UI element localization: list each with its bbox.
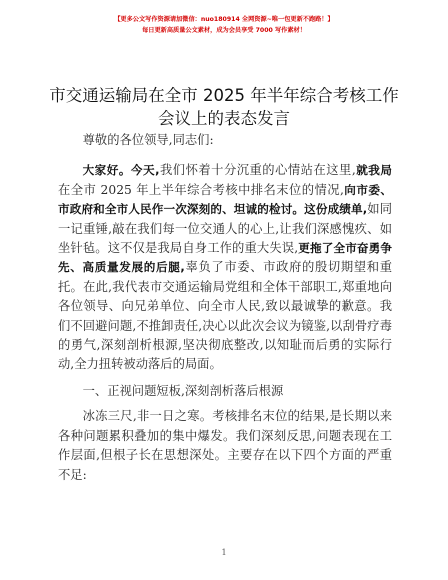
- promo-line-1: 【更多公文写作资源请加微信：nuo180914 全网资源~唯一包更新不跑路！】: [114, 16, 334, 23]
- paragraph-2: 冰冻三尺,非一日之寒。考核排名末位的结果,是长期以来各种问题累积叠加的集中爆发。我们深刻反思,问题表现在工作层面,但根子长在思想深处。主要存在以下四个方面的严重不足:: [58, 409, 392, 482]
- title-line-2: 会议上的表态发言: [158, 109, 290, 128]
- promo-banner: [100, 14, 348, 36]
- page-number: 1: [221, 548, 227, 557]
- para1-text-5: 我代表市交通运输局党组和全体干部职工,郑重地向各位领导、向兄弟单位、向全市人民,致以最诚挚的歉意。我们不回避问题,不推卸责任,决心以此次会议为镜鉴,以刮骨疗毒的勇气,深刻剖析根源,坚决彻底整改,以知耻而后勇的实际行动,全力扭转被动落后的局面。: [58, 279, 392, 372]
- section-heading-1: 一、正视问题短板,深刻剖析落后根源: [82, 383, 284, 398]
- para1-bold-1: 大家好。今天,: [82, 163, 160, 178]
- para1-text-3: 如同一记重锤,敲在我们每一位交通人的心上,让我们深感愧疚、如坐针毡。这不仅是我局自身工作的重大失误,: [58, 202, 392, 256]
- para1-text-2: 在全市 2025 年上半年综合考核中排名末位的情况,: [58, 182, 344, 197]
- para1-text-1: 我们怀着十分沉重的心情站在这里,: [159, 163, 356, 178]
- document-body: [58, 131, 392, 485]
- para1-bold-4: 更拖了全市奋勇争先、高质量发展的后腿,: [58, 241, 392, 275]
- salutation: 尊敬的各位领导,同志们:: [82, 133, 214, 147]
- para1-bold-3: 向市委、市政府和全市人民作一次深刻的、坦诚的检讨。这份成绩单,: [58, 182, 392, 217]
- document-title: [40, 84, 408, 130]
- para1-bold-2: 就我局: [355, 163, 392, 178]
- para1-text-4: 辜负了市委、市政府的殷切期望和重托。在此,: [58, 260, 392, 294]
- title-line-1: 市交通运输局在全市 2025 年半年综合考核工作: [49, 86, 399, 105]
- promo-line-2: 每日更新高质量公文素材，成为会员享受 7000 写作素材！: [142, 27, 306, 34]
- paragraph-1: [58, 161, 392, 374]
